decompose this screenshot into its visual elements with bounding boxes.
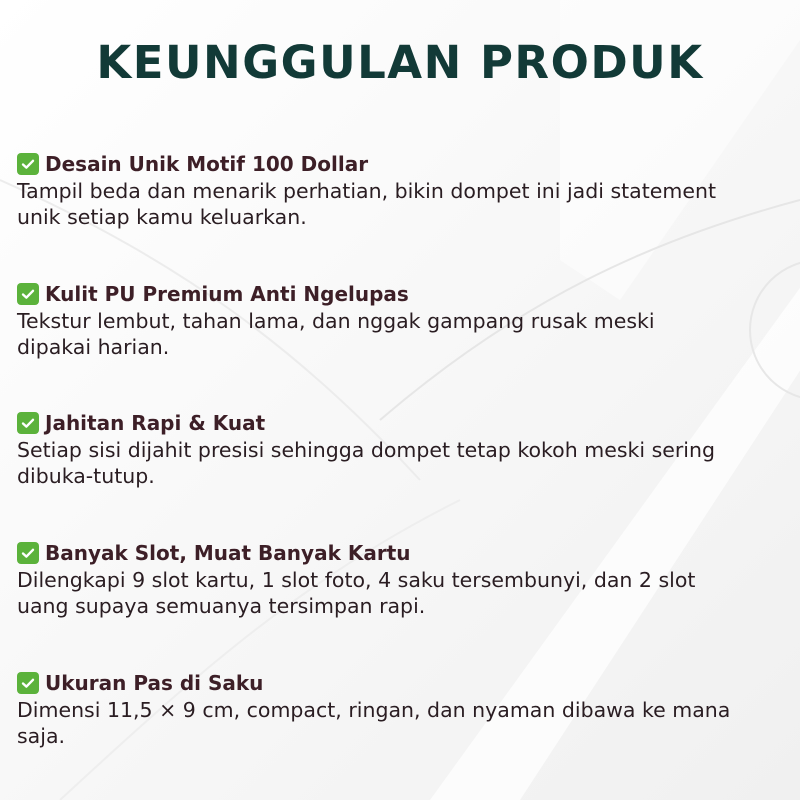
feature-header	[17, 669, 787, 697]
checkmark-icon	[17, 412, 39, 434]
feature-item	[17, 150, 787, 230]
feature-title: Ukuran Pas di Saku	[45, 671, 264, 695]
feature-item	[17, 280, 787, 360]
checkmark-icon	[17, 153, 39, 175]
page-title: KEUNGGULAN PRODUK	[96, 36, 704, 89]
checkmark-icon	[17, 672, 39, 694]
feature-header	[17, 409, 787, 437]
feature-item	[17, 539, 787, 619]
feature-title: Kulit PU Premium Anti Ngelupas	[45, 282, 409, 306]
feature-description: Dimensi 11,5 × 9 cm, compact, ringan, dan nyaman dibawa ke mana saja.	[17, 698, 731, 748]
feature-title: Banyak Slot, Muat Banyak Kartu	[45, 541, 411, 565]
feature-header	[17, 280, 787, 308]
checkmark-icon	[17, 542, 39, 564]
feature-item	[17, 409, 787, 489]
feature-item	[17, 669, 787, 749]
feature-title: Jahitan Rapi & Kuat	[45, 411, 266, 435]
feature-header	[17, 539, 787, 567]
feature-description: Setiap sisi dijahit presisi sehingga dompet tetap kokoh meski sering dibuka-tutup.	[17, 438, 716, 488]
feature-description: Tekstur lembut, tahan lama, dan nggak gampang rusak meski dipakai harian.	[17, 309, 655, 359]
checkmark-icon	[17, 283, 39, 305]
feature-header	[17, 150, 787, 178]
feature-title: Desain Unik Motif 100 Dollar	[45, 152, 369, 176]
feature-description: Dilengkapi 9 slot kartu, 1 slot foto, 4 saku tersembunyi, dan 2 slot uang supaya semuanya tersimpan rapi.	[17, 568, 696, 618]
feature-description: Tampil beda dan menarik perhatian, bikin dompet ini jadi statement unik setiap kamu keluarkan.	[17, 179, 717, 229]
